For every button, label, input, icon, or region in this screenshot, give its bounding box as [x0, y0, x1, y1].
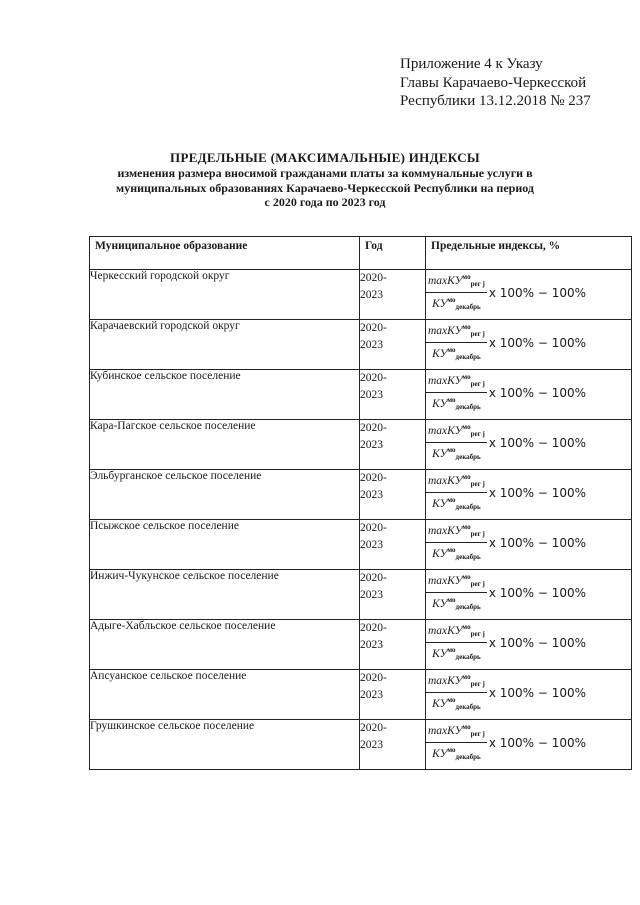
municipality-cell: Кара-Пагское сельское поселение	[90, 420, 360, 470]
numerator-main: maxКУ	[428, 625, 463, 637]
numerator-superscript: мо	[462, 673, 471, 681]
numerator-superscript: мо	[462, 523, 471, 531]
denominator-subscript: декабрь	[455, 403, 481, 411]
formula-cell	[426, 620, 632, 670]
fraction-denominator	[426, 393, 487, 415]
year-end: 2023	[360, 289, 383, 301]
table-row	[90, 670, 632, 720]
numerator-subscript: рег j	[470, 430, 485, 438]
table-row	[90, 470, 632, 520]
year-start: 2020-	[360, 522, 387, 534]
index-fraction	[426, 620, 487, 665]
document-title: ПРЕДЕЛЬНЫЕ (МАКСИМАЛЬНЫЕ) ИНДЕКСЫ	[170, 150, 480, 165]
formula-multiplier: х 100% − 100%	[488, 585, 587, 600]
numerator-main: maxКУ	[428, 475, 463, 487]
numerator-subscript: рег j	[470, 580, 485, 588]
year-start: 2020-	[360, 272, 387, 284]
numerator-superscript: мо	[462, 573, 471, 581]
index-fraction	[426, 670, 487, 715]
denominator-subscript: декабрь	[455, 503, 481, 511]
formula-cell	[426, 420, 632, 470]
table-row	[90, 520, 632, 570]
fraction-denominator	[426, 293, 487, 315]
formula-multiplier: х 100% − 100%	[488, 385, 587, 400]
numerator-main: maxКУ	[428, 325, 463, 337]
formula-multiplier: х 100% − 100%	[488, 735, 587, 750]
year-end: 2023	[360, 689, 383, 701]
denominator-superscript: мо	[447, 646, 456, 654]
year-start: 2020-	[360, 672, 387, 684]
fraction-numerator	[426, 720, 487, 743]
fraction-denominator	[426, 493, 487, 515]
numerator-subscript: рег j	[470, 330, 485, 338]
column-header-municipality: Муниципальное образование	[90, 237, 360, 270]
numerator-subscript: рег j	[470, 280, 485, 288]
formula-cell	[426, 720, 632, 770]
numerator-superscript: мо	[462, 323, 471, 331]
fraction-denominator	[426, 593, 487, 615]
year-start: 2020-	[360, 322, 387, 334]
numerator-subscript: рег j	[470, 680, 485, 688]
municipality-cell: Кубинское сельское поселение	[90, 370, 360, 420]
fraction-denominator	[426, 443, 487, 465]
fraction-numerator	[426, 270, 487, 293]
document-heading	[80, 150, 570, 210]
numerator-main: maxКУ	[428, 525, 463, 537]
fraction-denominator	[426, 743, 487, 765]
formula-cell	[426, 320, 632, 370]
denominator-superscript: мо	[447, 596, 456, 604]
formula-multiplier: х 100% − 100%	[488, 435, 587, 450]
year-start: 2020-	[360, 722, 387, 734]
year-start: 2020-	[360, 572, 387, 584]
numerator-main: maxКУ	[428, 675, 463, 687]
year-end: 2023	[360, 589, 383, 601]
index-fraction	[426, 720, 487, 765]
municipality-cell: Инжич-Чукунское сельское поселение	[90, 570, 360, 620]
index-fraction	[426, 370, 487, 415]
document-subtitle-line: с 2020 года по 2023 год	[264, 195, 386, 209]
document-subtitle-line: изменения размера вносимой гражданами платы за коммунальные услуги в	[117, 166, 533, 180]
municipality-cell: Грушкинское сельское поселение	[90, 720, 360, 770]
numerator-superscript: мо	[462, 723, 471, 731]
index-fraction	[426, 570, 487, 615]
year-start: 2020-	[360, 472, 387, 484]
fraction-numerator	[426, 370, 487, 393]
denominator-superscript: мо	[447, 296, 456, 304]
denominator-main: КУ	[432, 398, 448, 410]
year-cell	[360, 270, 426, 320]
year-cell	[360, 720, 426, 770]
formula-cell	[426, 270, 632, 320]
formula-multiplier: х 100% − 100%	[488, 685, 587, 700]
denominator-subscript: декабрь	[455, 653, 481, 661]
denominator-superscript: мо	[447, 546, 456, 554]
denominator-main: КУ	[432, 298, 448, 310]
municipality-cell: Черкесский городской округ	[90, 270, 360, 320]
numerator-main: maxКУ	[428, 425, 463, 437]
numerator-superscript: мо	[462, 423, 471, 431]
numerator-subscript: рег j	[470, 730, 485, 738]
denominator-main: КУ	[432, 598, 448, 610]
appendix-reference	[400, 55, 630, 111]
table-row	[90, 570, 632, 620]
numerator-main: maxКУ	[428, 275, 463, 287]
fraction-denominator	[426, 693, 487, 715]
denominator-subscript: декабрь	[455, 303, 481, 311]
denominator-subscript: декабрь	[455, 353, 481, 361]
fraction-numerator	[426, 320, 487, 343]
formula-multiplier: х 100% − 100%	[488, 535, 587, 550]
table-row	[90, 420, 632, 470]
table-header-row	[90, 237, 632, 270]
numerator-superscript: мо	[462, 623, 471, 631]
year-cell	[360, 420, 426, 470]
formula-cell	[426, 470, 632, 520]
fraction-denominator	[426, 643, 487, 665]
denominator-subscript: декабрь	[455, 753, 481, 761]
denominator-superscript: мо	[447, 446, 456, 454]
numerator-main: maxКУ	[428, 725, 463, 737]
numerator-subscript: рег j	[470, 380, 485, 388]
numerator-subscript: рег j	[470, 630, 485, 638]
formula-multiplier: х 100% − 100%	[488, 285, 587, 300]
municipality-cell: Карачаевский городской округ	[90, 320, 360, 370]
year-start: 2020-	[360, 422, 387, 434]
year-cell	[360, 470, 426, 520]
table-row	[90, 620, 632, 670]
fraction-numerator	[426, 620, 487, 643]
denominator-subscript: декабрь	[455, 453, 481, 461]
fraction-numerator	[426, 670, 487, 693]
year-cell	[360, 320, 426, 370]
appendix-line: Приложение 4 к Указу	[400, 56, 543, 72]
appendix-line: Главы Карачаево-Черкесской	[400, 74, 587, 91]
fraction-numerator	[426, 420, 487, 443]
denominator-main: КУ	[432, 648, 448, 660]
formula-cell	[426, 370, 632, 420]
indices-table	[89, 236, 632, 770]
year-start: 2020-	[360, 622, 387, 634]
formula-cell	[426, 670, 632, 720]
table-body	[90, 270, 632, 770]
denominator-superscript: мо	[447, 496, 456, 504]
formula-cell	[426, 520, 632, 570]
table-row	[90, 270, 632, 320]
denominator-main: КУ	[432, 698, 448, 710]
fraction-numerator	[426, 520, 487, 543]
denominator-superscript: мо	[447, 696, 456, 704]
fraction-denominator	[426, 343, 487, 365]
year-end: 2023	[360, 489, 383, 501]
formula-multiplier: х 100% − 100%	[488, 485, 587, 500]
index-fraction	[426, 270, 487, 315]
denominator-subscript: декабрь	[455, 703, 481, 711]
municipality-cell: Эльбурганское сельское поселение	[90, 470, 360, 520]
year-end: 2023	[360, 739, 383, 751]
formula-cell	[426, 570, 632, 620]
index-fraction	[426, 420, 487, 465]
year-end: 2023	[360, 439, 383, 451]
year-start: 2020-	[360, 372, 387, 384]
denominator-superscript: мо	[447, 346, 456, 354]
municipality-cell: Адыге-Хабльское сельское поселение	[90, 620, 360, 670]
fraction-numerator	[426, 570, 487, 593]
numerator-main: maxКУ	[428, 375, 463, 387]
year-cell	[360, 670, 426, 720]
denominator-main: КУ	[432, 348, 448, 360]
column-header-indices: Предельные индексы, %	[426, 237, 632, 270]
numerator-subscript: рег j	[470, 530, 485, 538]
table-row	[90, 720, 632, 770]
year-cell	[360, 370, 426, 420]
year-cell	[360, 520, 426, 570]
denominator-superscript: мо	[447, 396, 456, 404]
year-end: 2023	[360, 389, 383, 401]
table-row	[90, 320, 632, 370]
year-cell	[360, 570, 426, 620]
denominator-main: КУ	[432, 498, 448, 510]
index-fraction	[426, 320, 487, 365]
fraction-numerator	[426, 470, 487, 493]
denominator-subscript: декабрь	[455, 603, 481, 611]
index-fraction	[426, 520, 487, 565]
municipality-cell: Псыжское сельское поселение	[90, 520, 360, 570]
denominator-main: КУ	[432, 548, 448, 560]
table-row	[90, 370, 632, 420]
year-end: 2023	[360, 639, 383, 651]
denominator-main: КУ	[432, 448, 448, 460]
appendix-line: Республики 13.12.2018 № 237	[400, 93, 591, 109]
numerator-superscript: мо	[462, 373, 471, 381]
denominator-main: КУ	[432, 748, 448, 760]
fraction-denominator	[426, 543, 487, 565]
numerator-superscript: мо	[462, 473, 471, 481]
year-end: 2023	[360, 339, 383, 351]
numerator-subscript: рег j	[470, 480, 485, 488]
municipality-cell: Апсуанское сельское поселение	[90, 670, 360, 720]
index-fraction	[426, 470, 487, 515]
numerator-main: maxКУ	[428, 575, 463, 587]
year-cell	[360, 620, 426, 670]
formula-multiplier: х 100% − 100%	[488, 335, 587, 350]
year-end: 2023	[360, 539, 383, 551]
denominator-subscript: декабрь	[455, 553, 481, 561]
denominator-superscript: мо	[447, 746, 456, 754]
document-subtitle-line: муниципальных образованиях Карачаево-Черкесской Республики на период	[116, 180, 534, 195]
numerator-superscript: мо	[462, 273, 471, 281]
column-header-year: Год	[360, 237, 426, 270]
formula-multiplier: х 100% − 100%	[488, 635, 587, 650]
